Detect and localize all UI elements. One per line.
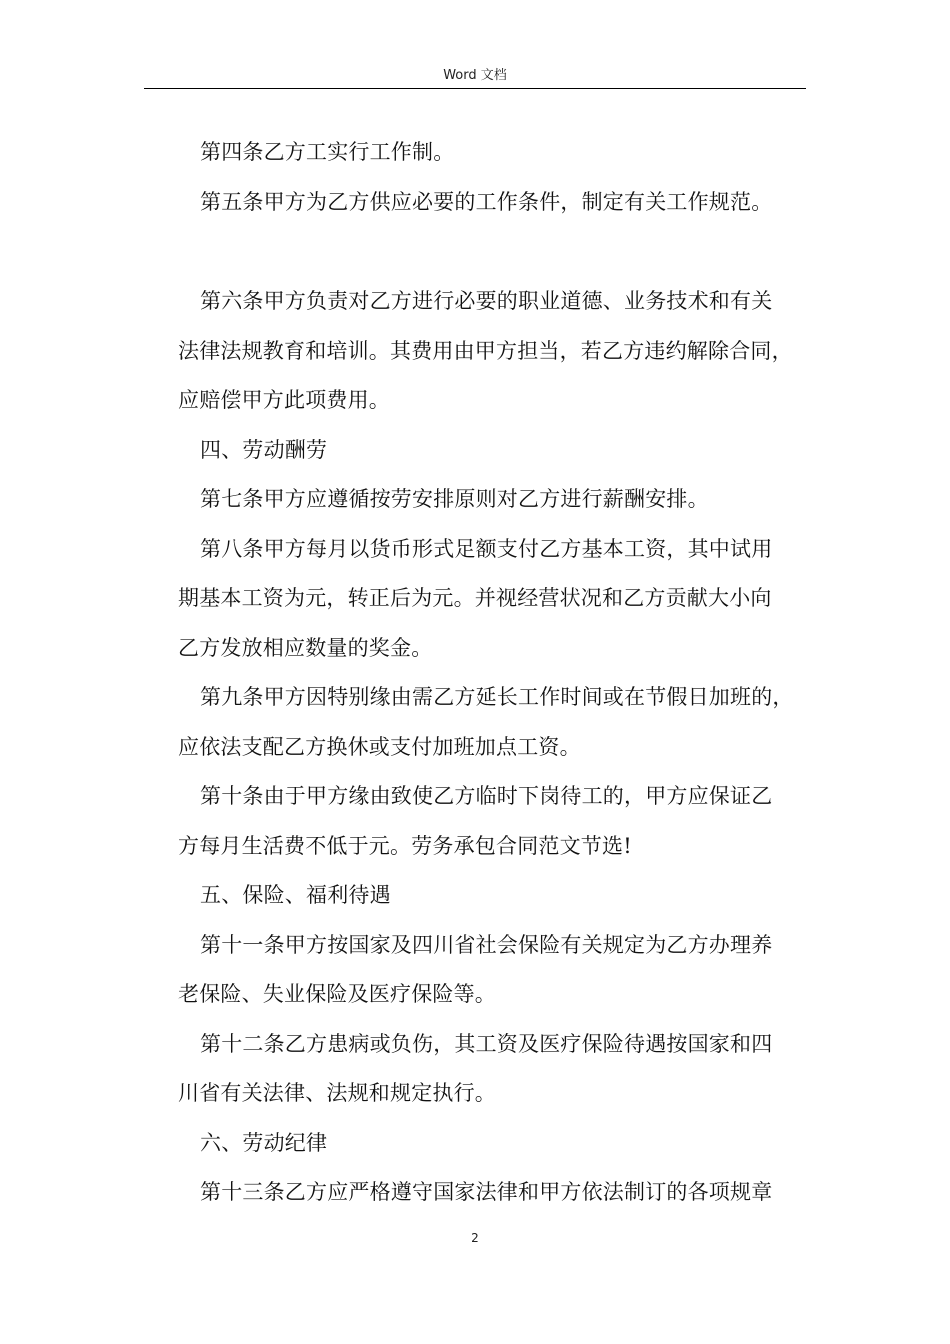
blank-gap — [178, 227, 812, 277]
article-6-line-3: 应赔偿甲方此项费用。 — [178, 388, 390, 412]
article-8-line-1: 第八条甲方每月以货币形式足额支付乙方基本工资，其中试用 — [200, 536, 773, 561]
article-12-line-2: 川省有关法律、法规和规定执行。 — [178, 1081, 496, 1105]
article-5: 第五条甲方为乙方供应必要的工作条件，制定有关工作规范。 — [200, 189, 773, 214]
article-8-line-2: 期基本工资为元，转正后为元。并视经营状况和乙方贡献大小向 — [178, 586, 772, 610]
article-11-line-2: 老保险、失业保险及医疗保险等。 — [178, 982, 496, 1006]
article-13-line-1: 第十三条乙方应严格遵守国家法律和甲方依法制订的各项规章 — [200, 1180, 773, 1204]
article-7: 第七条甲方应遵循按劳安排原则对乙方进行薪酬安排。 — [200, 487, 709, 511]
article-9-line-1: 第九条甲方因特别缘由需乙方延长工作时间或在节假日加班的， — [200, 685, 794, 709]
header-title: Word 文档 — [443, 68, 507, 83]
article-6-line-2: 法律法规教育和培训。其费用由甲方担当，若乙方违约解除合同， — [178, 338, 793, 363]
article-12-line-1: 第十二条乙方患病或负伤，其工资及医疗保险待遇按国家和四 — [200, 1031, 773, 1056]
section-heading-6: 六、劳动纪律 — [200, 1130, 328, 1155]
article-10-line-1: 第十条由于甲方缘由致使乙方临时下岗待工的，甲方应保证乙 — [200, 784, 773, 808]
section-heading-5: 五、保险、福利待遇 — [200, 883, 391, 907]
page-number: 2 — [471, 1231, 479, 1245]
article-11-line-1: 第十一条甲方按国家及四川省社会保险有关规定为乙方办理养 — [200, 932, 773, 957]
article-6-line-1: 第六条甲方负责对乙方进行必要的职业道德、业务技术和有关 — [200, 289, 773, 313]
section-heading-4: 四、劳动酬劳 — [200, 437, 328, 462]
document-body — [178, 128, 812, 1218]
article-8-line-3: 乙方发放相应数量的奖金。 — [178, 635, 433, 660]
header-rule — [144, 88, 806, 89]
article-10-line-2: 方每月生活费不低于元。劳务承包合同范文节选! — [178, 833, 632, 858]
article-9-line-2: 应依法支配乙方换休或支付加班加点工资。 — [178, 734, 581, 759]
article-4: 第四条乙方工实行工作制。 — [200, 140, 455, 164]
